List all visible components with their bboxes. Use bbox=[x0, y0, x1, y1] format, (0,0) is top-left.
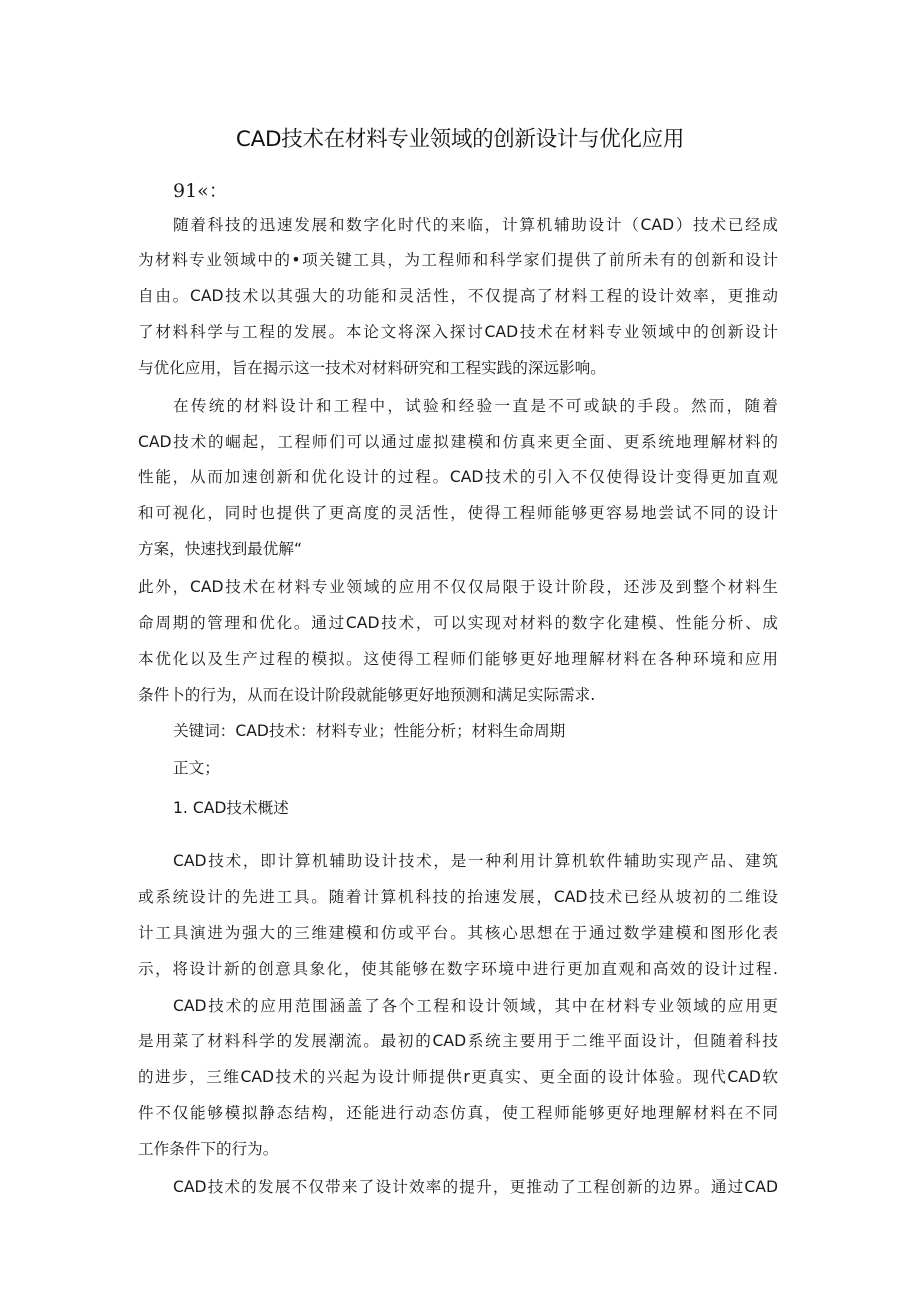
text-line: 条件卜的行为，从而在设计阶段就能够更好地预测和满足实际需求. bbox=[138, 686, 596, 704]
abstract-label: 91«： bbox=[173, 180, 228, 202]
text-line: 件不仅能够模拟静态结构，还能进行动态仿真，使工程师能够更好地理解材料在不同 bbox=[138, 1104, 778, 1122]
document-title: CAD技术在材料专业领域的创新设计与优化应用 bbox=[235, 127, 685, 152]
text-line: 是用菜了材料科学的发展潮流。最初的CAD系统主要用于二维平面设计，但随着科技 bbox=[138, 1032, 778, 1050]
text-line: 工作条件下的行为。 bbox=[138, 1140, 279, 1158]
text-line: 随着科技的迅速发展和数字化时代的来临，计算机辅助设计（CAD）技术已经成 bbox=[173, 216, 778, 234]
text-line: 此外，CAD技术在材料专业领域的应用不仅仅局限于设计阶段，还涉及到整个材料生 bbox=[138, 578, 778, 596]
text-line: 本优化以及生产过程的模拟。这使得工程师们能够更好地理解材料在各种环境和应用 bbox=[138, 650, 778, 668]
section-heading: 1. CAD技术概述 bbox=[173, 799, 289, 817]
text-line: 了材料科学与工程的发展。本论文将深入探讨CAD技术在材料专业领域中的创新设计 bbox=[138, 323, 778, 341]
text-line: 与优化应用，旨在揭示这一技术对材料研究和工程实践的深远影响。 bbox=[138, 359, 606, 377]
text-line: CAD技术的崛起，工程师们可以通过虚拟建模和仿真来更全面、更系统地理解材料的 bbox=[138, 433, 778, 451]
text-line: CAD技术，即计算机辅助设计技术，是一种利用计算机软件辅助实现产品、建筑 bbox=[173, 852, 778, 870]
text-line: 性能，从而加速创新和优化设计的过程。CAD技术的引入不仅使得设计变得更加直观 bbox=[138, 468, 778, 486]
text-line: 方案，快速找到最优解“ bbox=[138, 540, 303, 558]
text-line: 自由。CAD技术以其强大的功能和灵活性，不仅提高了材料工程的设计效率，更推动 bbox=[138, 287, 778, 305]
text-line: 计工具演进为强大的三维建模和仿或平台。其核心思想在于通过数学建模和图形化表 bbox=[138, 924, 778, 942]
keywords: 关键词：CAD技术：材料专业；性能分析；材料生命周期 bbox=[173, 722, 566, 740]
text-line: 为材料专业领域中的•项关键工具，为工程师和科学家们提供了前所未有的创新和设计 bbox=[138, 251, 778, 269]
text-line: CAD技术的应用范围涵盖了各个工程和设计领域，其中在材料专业领域的应用更 bbox=[173, 997, 778, 1015]
text-line: 的进步，三维CAD技术的兴起为设计师提供r更真实、更全面的设计体验。现代CAD软 bbox=[138, 1068, 778, 1086]
text-line: 在传统的材料设计和工程中，试验和经验一直是不可或缺的手段。然而，随着 bbox=[173, 397, 778, 415]
text-line: 或系统设计的先进工具。随着计算机科技的抬速发展，CAD技术已经从坡初的二维设 bbox=[138, 888, 778, 906]
text-line: CAD技术的发展不仅带来了设计效率的提升，更推动了工程创新的边界。通过CAD bbox=[173, 1178, 778, 1196]
text-line: 和可视化，同时也提供了更高度的灵活性，使得工程师能够更容易地尝试不同的设计 bbox=[138, 504, 778, 522]
text-line: 示，将设计新的创意具象化，使其能够在数字环境中进行更加直观和高效的设计过程. bbox=[138, 960, 778, 978]
text-line: 命周期的管理和优化。通过CAD技术，可以实现对材料的数字化建模、性能分析、成 bbox=[138, 614, 778, 632]
body-label: 正文； bbox=[173, 759, 220, 777]
